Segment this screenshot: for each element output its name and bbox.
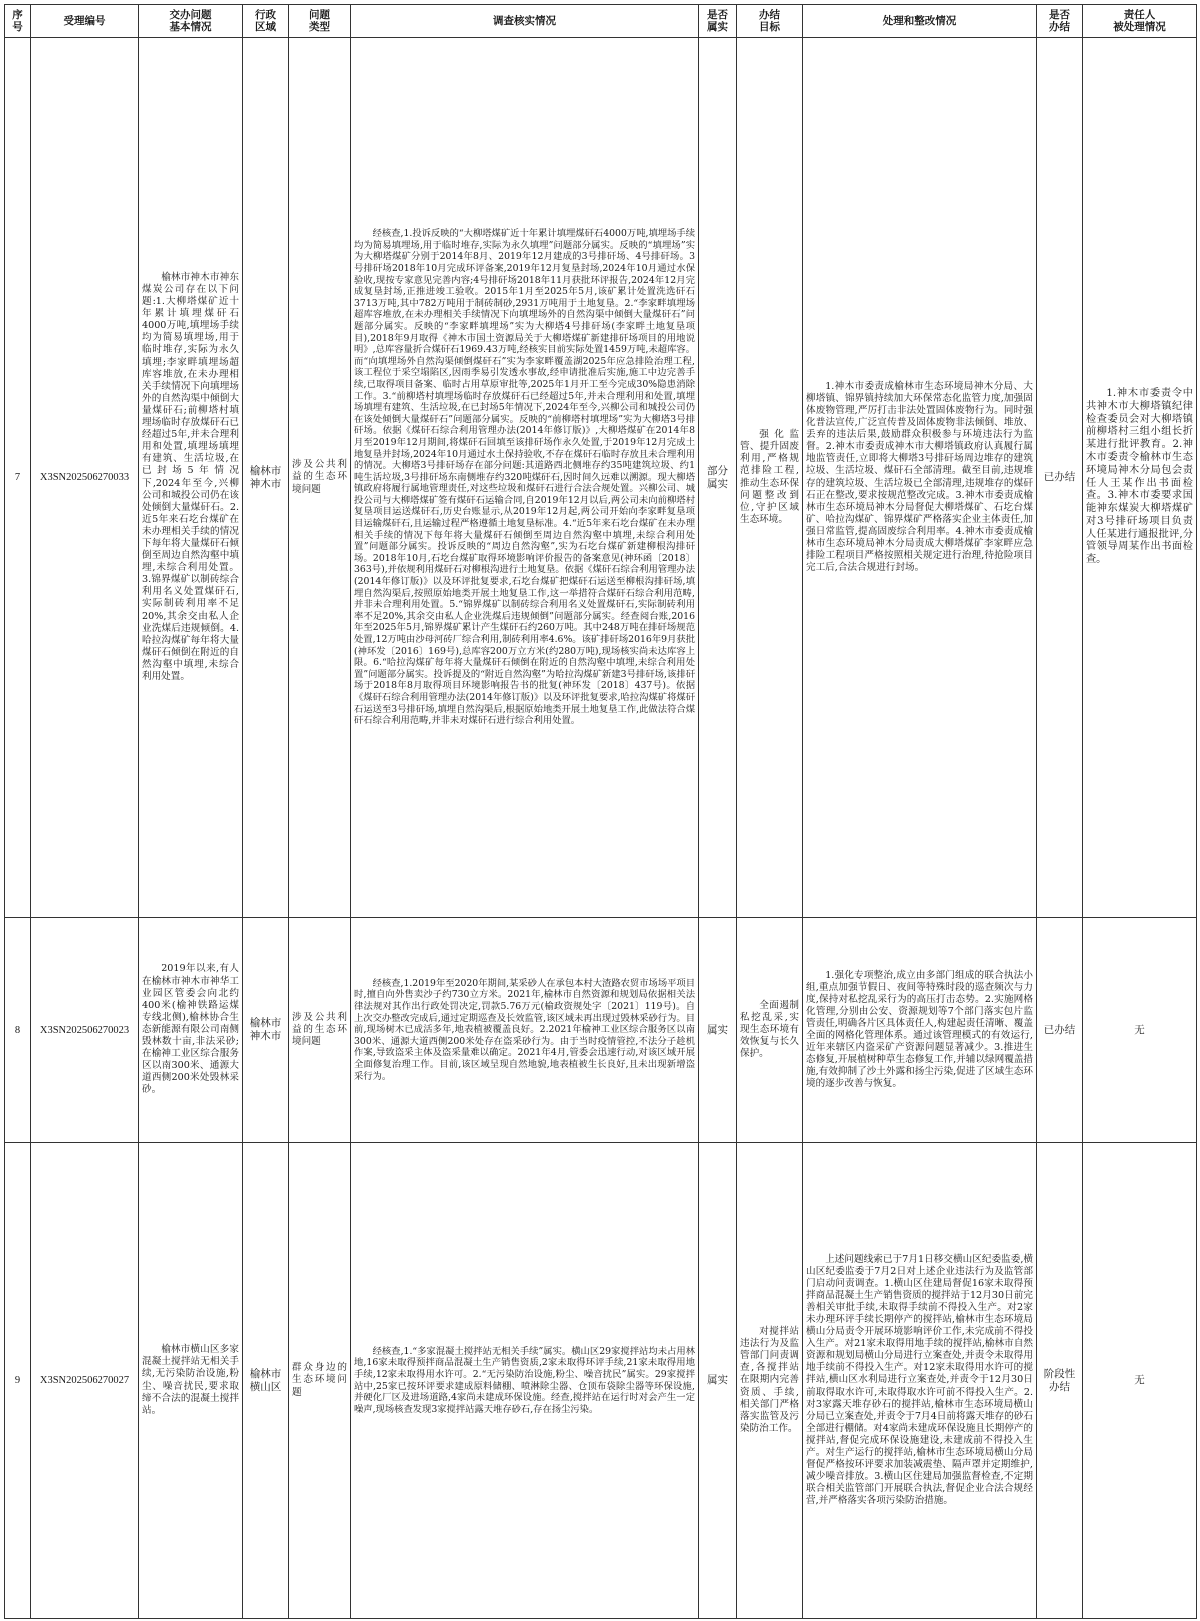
- header-goal: 办结 目标: [737, 5, 803, 38]
- cell-verified: 部分属实: [699, 38, 737, 918]
- cell-verified: 属实: [699, 918, 737, 1143]
- header-issue-basic: 交办问题 基本情况: [139, 5, 243, 38]
- cell-verified: 属实: [699, 1143, 737, 1619]
- header-district: 行政 区域: [243, 5, 289, 38]
- cell-responsible: [1083, 38, 1197, 918]
- cell-goal: [737, 1143, 803, 1619]
- cell-district: 榆林市神木市: [243, 918, 289, 1143]
- issue-basic-text: 榆林市横山区多家混凝土搅拌站无相关手续,无污染防治设施,粉尘、噪音扰民,要求取缔不合法的混凝土搅拌站。: [142, 1344, 239, 1416]
- cell-issue-type: 涉及公共利益的生态环境问题: [289, 918, 351, 1143]
- cell-handling: [803, 38, 1037, 918]
- goal-text: 全面遏制私挖乱采,实现生态环境有效恢复与长久保护。: [740, 999, 799, 1060]
- cell-issue-type: 涉及公共利益的生态环境问题: [289, 38, 351, 918]
- goal-text: 强化监管、提升固废利用,严格规范排险工程,推动生态环保问题整改到位,守护区域生态环境。: [740, 429, 799, 525]
- cell-handling: [803, 918, 1037, 1143]
- header-acceptance-no: 受理编号: [31, 5, 139, 38]
- issue-basic-text: 2019年以来,有人在榆林市神木市神华工业园区管委会向北约400米(榆神铁路运煤专线北侧),榆林协合生态新能源有限公司南侧毁林数十亩,非法采砂;在榆神工业区综合服务区以南300米、通源大道西侧200米处毁林采砂。: [142, 963, 239, 1096]
- header-issue-type: 问题 类型: [289, 5, 351, 38]
- cell-investigation: [351, 918, 699, 1143]
- table-row: [5, 918, 1197, 1143]
- cell-issue-basic: [139, 38, 243, 918]
- header-handling: 处理和整改情况: [803, 5, 1037, 38]
- cell-seq: 9: [5, 1143, 31, 1619]
- cell-acceptance-no: X3SN202506270027: [31, 1143, 139, 1619]
- cell-issue-type: 群众身边的生态环境问题: [289, 1143, 351, 1619]
- cell-seq: 8: [5, 918, 31, 1143]
- cell-issue-basic: [139, 1143, 243, 1619]
- handling-text: 1.神木市委责成榆林市生态环境局神木分局、大柳塔镇、锦界镇持续加大环保常态化监管力度,加强固体废物管理,严厉打击非法处置固体废物行为。同时强化普法宣传,广泛宣传普及固体废物非法倾倒、堆放、丢弃的违法后果,鼓励群众积极参与环境违法行为监督。2.神木市委责成神木市大柳塔镇政府认真履行属地监管责任,立即将大柳塔3号排矸场周边堆存的建筑垃圾、生活垃圾、煤矸石全部清理。截至目前,违规堆存的建筑垃圾、生活垃圾已全部清理,违规堆存的煤矸石正在整改,要求按规范整改完成。3.神木市委责成榆林市生态环境局神木分局督促大柳塔煤矿、石圪台煤矿、哈拉沟煤矿、锦界煤矿严格落实企业主体责任,加强日常监管,提高固废综合利用率。4.神木市委责成榆林市生态环境局神木分局责成大柳塔煤矿李家畔应急排险工程项目严格按照相关规定进行治理,待抢险项目完工后,合法合规进行封场。: [806, 380, 1033, 574]
- cell-handling: [803, 1143, 1037, 1619]
- investigation-text: 经核查,1.“多家混凝土搅拌站无相关手续”属实。横山区29家搅拌站均未占用林地,16家未取得预拌商品混凝土生产销售资质,2家未取得环评手续,21家未取得用地手续,12家未取得用水许可。2.“无污染防治设施,粉尘、噪音扰民”属实。29家搅拌站中,25家已按环评要求建成原料储棚、喷淋除尘器、仓顶布袋除尘器等环保设施,并硬化厂区及进场道路,4家尚未建成环保设施。经查,搅拌站在运行时对会产生一定噪声,现场核查发现3家搅拌站露天堆存砂石,存在扬尘污染。: [354, 1345, 695, 1415]
- header-investigation: 调查核实情况: [351, 5, 699, 38]
- cell-goal: [737, 918, 803, 1143]
- responsible-text: 1.神木市委责令中共神木市大柳塔镇纪律检查委员会对大柳塔镇前柳塔村三组小组长折某进行批评教育。2.神木市委责令榆林市生态环境局神木分局包会责任人王某作出书面检查。3.神木市委要求国能神东煤炭大柳塔煤矿对3号排矸场项目负责人任某进行通报批评,分管领导周某作出书面检查。: [1086, 387, 1193, 566]
- cell-investigation: [351, 1143, 699, 1619]
- cell-responsible: 无: [1083, 918, 1197, 1143]
- issue-basic-text: 榆林市神木市神东煤炭公司存在以下问题:1.大柳塔煤矿近十年累计填埋煤矸石4000万吨,填埋场手续均为简易填埋场,用于临时堆存,实际为永久填埋;李家畔填埋场超库容堆放,在未办理相关手续情况下向填埋场外的自然沟渠中倾倒大量煤矸石;前柳塔村填埋场临时存放煤矸石已经超过5年,并未合理利用和处置,填埋场填埋有建筑、生活垃圾,在已封场5年情况下,2024年至今,兴柳公司和城投公司仍在该处倾倒大量煤矸石。2.近5年来石圪台煤矿在未办理相关手续的情况下每年将大量煤矸石倾倒至周边自然沟壑中填埋,未综合利用处置。3.锦界煤矿以制砖综合利用名义处置煤矸石,实际制砖利用率不足20%,其余交由私人企业洗煤后违规倾倒。4.哈拉沟煤矿每年将大量煤矸石倾倒在附近的自然沟壑中填埋,未综合利用处置。: [142, 271, 239, 682]
- cell-issue-basic: [139, 918, 243, 1143]
- header-responsible: 责任人 被处理情况: [1083, 5, 1197, 38]
- handling-text: 1.强化专项整治,成立由多部门组成的联合执法小组,重点加强节假日、夜间等特殊时段的巡查频次与力度,保持对私挖乱采行为的高压打击态势。2.实施网格化管理,分别由公安、资源规划等7个部门落实包片监管责任,明确各片区具体责任人,构建起责任清晰、覆盖全面的网格化管理体系。通过该管理模式的有效运行,近年来辖区内盗采矿产资源问题显著减少。3.推进生态修复,开展植树种草生态修复工作,并辅以绿网覆盖措施,有效抑制了沙土外露和扬尘污染,促进了区域生态环境的逐步改善与恢复。: [806, 969, 1033, 1090]
- cell-district: 榆林市横山区: [243, 1143, 289, 1619]
- table-row: [5, 38, 1197, 918]
- cell-acceptance-no: X3SN202506270023: [31, 918, 139, 1143]
- goal-text: 对搅拌站违法行为及监管部门问责调查,各搅拌站在限期内完善资质、手续,相关部门严格落实监管及污染防治工作。: [740, 1326, 799, 1434]
- case-table: [4, 4, 1197, 1619]
- header-row: [5, 5, 1197, 38]
- header-closed: 是否 办结: [1037, 5, 1083, 38]
- cell-closed: 已办结: [1037, 38, 1083, 918]
- cell-acceptance-no: X3SN202506270033: [31, 38, 139, 918]
- investigation-text: 经核查,1.投诉反映的“大柳塔煤矿近十年累计填埋煤矸石4000万吨,填埋场手续均为简易填埋场,用于临时堆存,实际为永久填埋”问题部分属实。反映的“填埋场”实为大柳塔煤矿分别于2014年8月、2019年12月建成的3号排矸场、4号排矸场。3号排矸场2018年10月完成环评备案,2019年12月复垦封场,2024年10月通过水保验收,现按专家意见完善内容;4号排矸场2018年11月获批环评报告,2024年12月完成复垦封场,正推进竣工验收。2015年1月至2025年5月,该矿累计处置洗选矸石3713万吨,其中782万吨用于制砖制砂,2931万吨用于土地复垦。2.“李家畔填埋场超库容堆放,在未办理相关手续情况下向填埋场外的自然沟渠中倾倒大量煤矸石”问题部分属实。反映的“李家畔填埋场”实为大柳塔4号排矸场(李家畔土地复垦项目),2018年9月取得《神木市国土资源局关于大柳塔煤矿新建排矸场项目的用地说明》,总库容量折合煤矸石1969.43万吨,经核实目前实际处置1459万吨,未超库容。而“向填埋场外自然沟渠倾倒煤矸石”实为李家畔覆盖湖2025年应急排险治理工程,该工程位于采空塌陷区,因雨季易引发透水事故,经申请批准后实施,施工中边完善手续,已取得项目备案、临时占用草原审批等,2025年1月开工至今完成30%隐患消除工作。3.“前柳塔村填埋场临时存放煤矸石已经超过5年,并未合理利用和处置,填埋场填埋有建筑、生活垃圾,在已封场5年情况下,2024年至今,兴柳公司和城投公司仍在该处倾倒大量煤矸石”问题部分属实。反映的“前柳塔村填埋场”实为大柳塔3号排矸场。依据《煤矸石综合利用管理办法(2014年修订版)》,大柳塔煤矿在2014年8月至2019年12月期间,将煤矸石回填至该排矸场作永久处置,于2019年12月完成土地复垦并封场,2024年10月通过水土保持验收,不存在煤矸石临时存放且未合理利用的情况。大柳塔3号排矸场存在部分问题:其道路西北侧堆存约35吨建筑垃圾、约1吨生活垃圾,3号排矸场东南侧堆存约320吨煤矸石,因时间久远难以溯源。现大柳塔镇政府将履行属地管理责任,对这些垃圾和煤矸石进行合法合规处置。兴柳公司、城投公司与大柳塔煤矿签有煤矸石运输合同,自2019年12月以后,两公司未向前柳塔村复垦项目运送煤矸石,历史台账显示,从2019年12月起,两公司开始向李家畔复垦项目运输煤矸石,且运输过程严格遵循土地复垦标准。4.“近5年来石圪台煤矿在未办理相关手续的情况下每年将大量煤矸石倾倒至周边自然沟壑中填埋,未综合利用处置”问题部分属实。投诉反映的“周边自然沟壑”,实为石圪台煤矿新建柳根沟排矸场。2018年10月,石圪台煤矿取得环境影响评价报告的备案意见(神环函〔2018〕363号),并依规利用煤矸石对柳根沟进行土地复垦。依据《煤矸石综合利用管理办法(2014年修订版)》以及环评批复要求,石圪台煤矿把煤矸石运送至柳根沟排矸场,填埋自然沟渠后,按照原始地类开展土地复垦工作,这一举措符合煤矸石综合利用范畴,并非未合理利用处置。5.“锦界煤矿以制砖综合利用名义处置煤矸石,实际制砖利用率不足20%,其余交由私人企业洗煤后违规倾倒”问题部分属实。经查阅台账,2016年至2025年5月,锦界煤矿累计产生煤矸石约260万吨。其中248万吨在排矸场规范处置,12万吨由沙母河砖厂综合利用,制砖利用率4.6%。该矿排矸场2016年9月获批(神环发〔2016〕169号),总库容200万立方米(约280万吨),现场核实尚未达库容上限。6.“哈拉沟煤矿每年将大量煤矸石倾倒在附近的自然沟壑中填埋,未综合利用处置”问题部分属实。投诉提及的“附近自然沟壑”为哈拉沟煤矿新建3号排矸场,该排矸场于2018年8月取得项目环境影响报告书的批复(神环发〔2018〕437号)。依据《煤矸石综合利用管理办法(2014年修订版)》以及环评批复要求,哈拉沟煤矿将煤矸石运送至3号排矸场,填埋自然沟渠后,根据原始地类开展土地复垦工作,此做法符合煤矸石综合利用范畴,并非未对煤矸石进行综合利用处置。: [354, 228, 695, 727]
- cell-district: 榆林市神木市: [243, 38, 289, 918]
- cell-responsible: 无: [1083, 1143, 1197, 1619]
- cell-investigation: [351, 38, 699, 918]
- table-row: [5, 1143, 1197, 1619]
- header-verified: 是否 属实: [699, 5, 737, 38]
- cell-goal: [737, 38, 803, 918]
- handling-text: 上述问题线索已于7月1日移交横山区纪委监委,横山区纪委监委于7月2日对上述企业违法行为及监管部门启动问责调查。1.横山区住建局督促16家未取得预拌商品混凝土生产销售资质的搅拌站于12月30日前完善相关审批手续,未取得手续前不得投入生产。对2家未办理环评手续长期停产的搅拌站,榆林市生态环境局横山分局责令开展环境影响评价工作,未完成前不得投入生产。对21家未取得用地手续的搅拌站,榆林市自然资源和规划局横山分局进行立案查处,并责令未取得用地手续前不得投入生产。对12家未取得用水许可的搅拌站,横山区水利局进行立案查处,并责令于12月30日前取得取水许可,未取得取水许可前不得投入生产。2.对3家露天堆存砂石的搅拌站,榆林市生态环境局横山分局已立案查处,并责令于7月4日前将露天堆存的砂石全部进行棚储。对4家尚未建成环保设施且长期停产的搅拌站,督促完成环保设施建设,未建成前不得投入生产。对生产运行的搅拌站,榆林市生态环境局横山分局督促严格按环评要求加装减震垫、隔声罩并定期维护,减少噪音排放。3.横山区住建局加强监督检查,不定期联合相关监管部门开展联合执法,督促企业合法合规经营,并严格落实各项污染防治措施。: [806, 1253, 1033, 1507]
- cell-closed: 已办结: [1037, 918, 1083, 1143]
- cell-seq: 7: [5, 38, 31, 918]
- header-seq: 序号: [5, 5, 31, 38]
- investigation-text: 经核查,1.2019年至2020年期间,某采砂人在承包本村大渣路农贸市场场平项目时,擅自向外售卖沙子约730立方米。2021年,榆林市自然资源和规划局依据相关法律法规对其作出行政处罚决定,罚款5.76万元(榆政资规处字〔2021〕119号)。自上次交办整改完成后,通过定期巡查及长效监管,该区域未再出现过毁林采砂行为。目前,现场树木已成活多年,地表植被覆盖良好。2.2021年榆神工业区综合服务区以南300米、通源大道西侧200米处存在盗采砂行为。由于当时疫情管控,不法分子趁机作案,导致盗采主体及盗采量难以确定。2021年4月,管委会迅速行动,对该区域开展全面修复治理工作。目前,该区域呈现自然地貌,地表植被生长良好,且未出现新增盗采行为。: [354, 977, 696, 1082]
- cell-closed: 阶段性办结: [1037, 1143, 1083, 1619]
